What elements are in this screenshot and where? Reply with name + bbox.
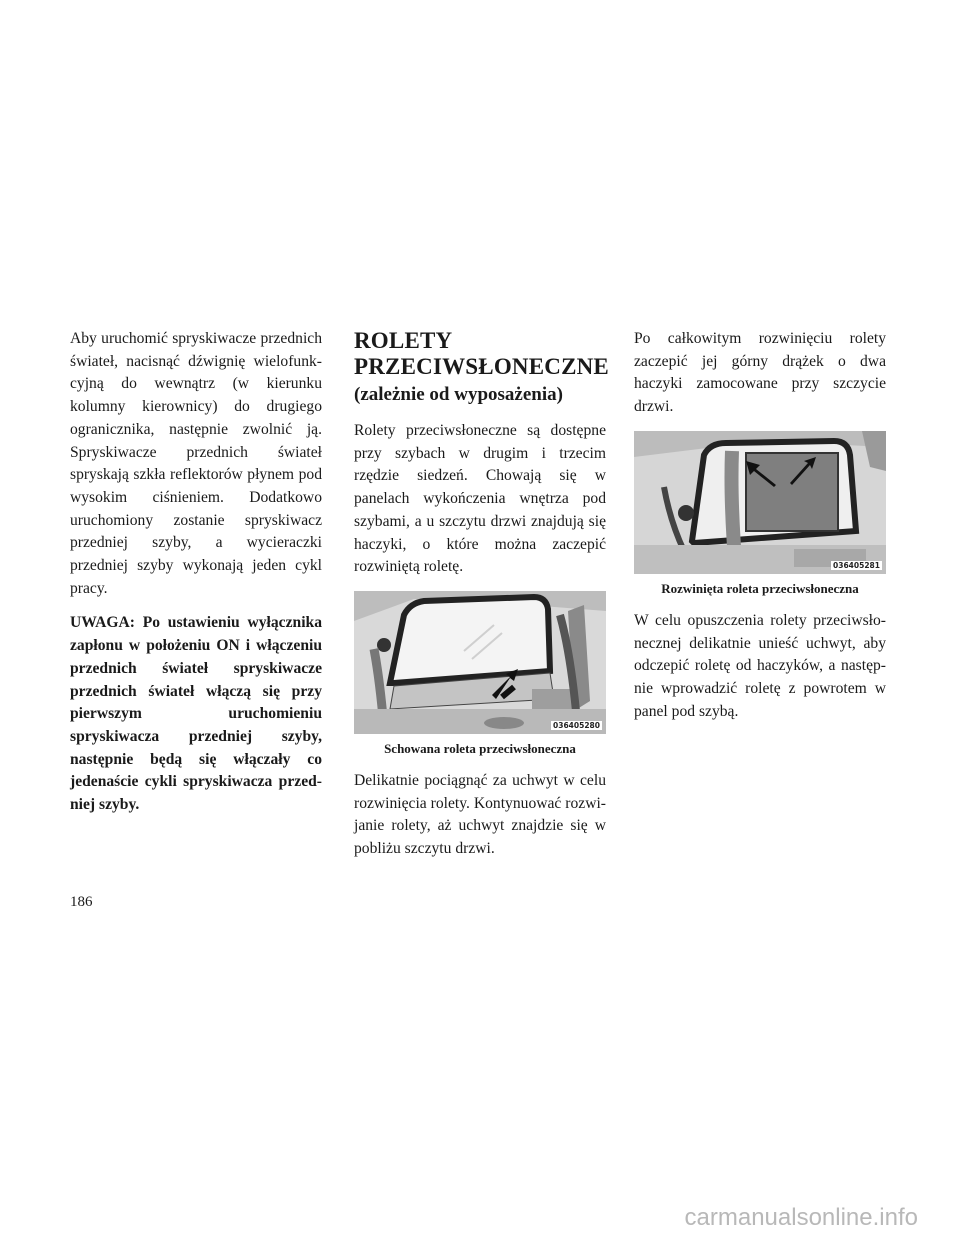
figure-code: 036405280 (553, 720, 600, 730)
column-middle (354, 328, 609, 873)
paragraph-lower-sunshade: W celu opuszczenia rolety przeciwsłonecznej delikatnie unieść uchwyt, aby odczepić roletę od haczyków, a następnie wprowadzić roletę z powrotem w panel pod szybą. (634, 611, 886, 720)
paragraph-hook-sunshade: Po całkowitym rozwinięciu rolety zaczepić jej górny drążek o dwa haczyki zamocowane przy szczycie drzwi. (634, 330, 886, 416)
column-right (634, 328, 886, 735)
paragraph-sunshade-intro: Rolety przeciwsłoneczne są dostępne przy szybach w drugim i trzecim rzędzie siedzeń. Chowają się w panelach wykończenia wnętrza pod szybami, a u szczytu drzwi znajdują się haczyki, o które można zaczepić rozwiniętą roletę. (354, 422, 606, 576)
section-subheading: (zależnie od wyposażenia) (354, 384, 563, 405)
stowed-sunshade-illustration (354, 591, 606, 734)
figure-deployed-sunshade (634, 431, 886, 574)
section-heading (354, 328, 609, 380)
watermark: carmanualsonline.info (684, 1204, 918, 1231)
figure-caption: Schowana roleta przeciwsłoneczna (384, 740, 576, 756)
paragraph-unroll: Delikatnie pociągnąć za uchwyt w celu rozwinięcia rolety. Kontynuować rozwijanie rolety, aż uchwyt znajdzie się w pobliżu szczytu drzwi. (354, 771, 606, 858)
deployed-sunshade-illustration (634, 431, 886, 574)
section-heading-line1: ROLETY (354, 328, 453, 353)
page-number: 186 (70, 894, 93, 910)
section-heading-line2: PRZECIWSŁONECZNE (354, 354, 609, 379)
paragraph-headlamp-washers: Aby uruchomić spryskiwacze przednich świateł, nacisnąć dźwignię wielofunkcyjną do wewnątrz (w kierunku kolumny kierownicy) do drugiego ogranicznika, następnie zwolnić ją. Spryskiwacze przednich świateł spryskają szkła reflektorów płynem pod wysokim ciśnieniem. Dodatkowo uruchomiony zostanie spryskiwacz przedniej szyby, a wycieraczki przedniej szyby wykonają jeden cykl pracy. (70, 330, 322, 597)
column-left (70, 328, 322, 817)
figure-stowed-sunshade (354, 591, 606, 734)
figure-caption: Rozwinięta roleta przeciwsłoneczna (661, 580, 859, 596)
note-paragraph: UWAGA: Po ustawieniu wyłącznika zapłonu w położeniu ON i włączeniu przednich świateł spryskiwacze przednich świateł włączą się przy pierwszym uruchomieniu spryskiwacza przedniej szyby, następnie będą się włączały co jedenaście cykli spryskiwacza przedniej szyby. (70, 614, 322, 814)
figure-code: 036405281 (833, 560, 880, 570)
